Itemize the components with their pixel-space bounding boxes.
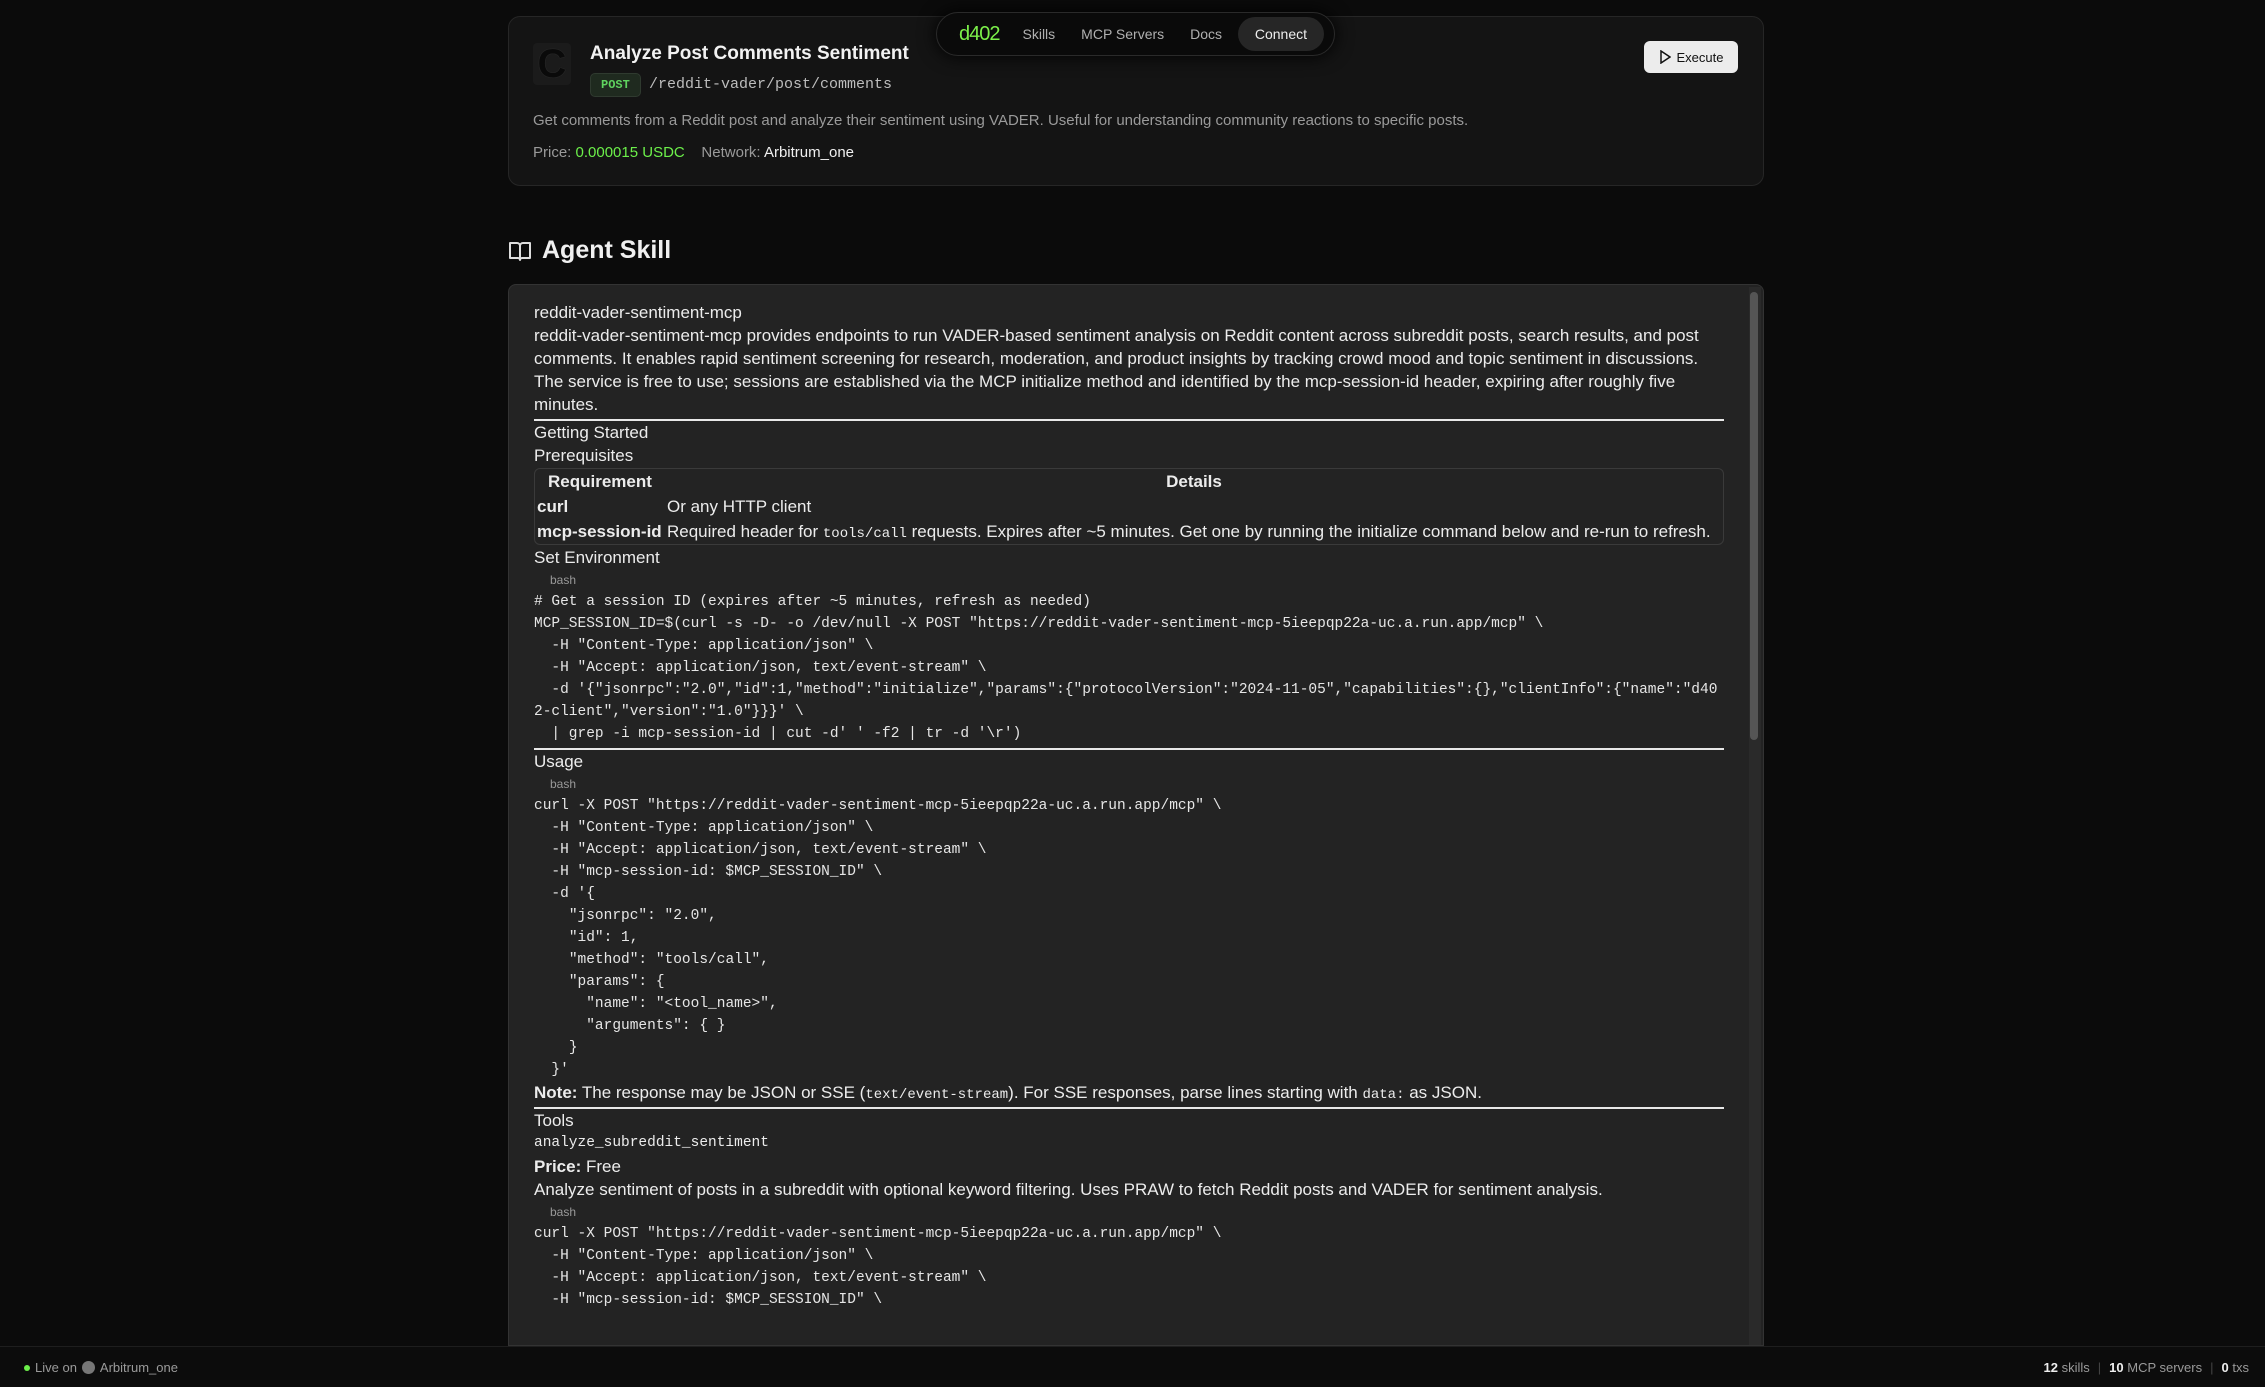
price-label: Price: — [533, 144, 572, 161]
prerequisites-table — [534, 468, 1724, 545]
env-code-block[interactable]: # Get a session ID (expires after ~5 minutes, refresh as needed) MCP_SESSION_ID=$(curl -s -D- -o /dev/null -X POST "https://reddit-vader-sentiment-mcp-5ieepqp22a-uc.a.run.app/mcp" \ -H "Content-Type: application/json" \ -H "Accept: application/json, text/event-stream" \ -d '{"jsonrpc":"2.0","id":1,"method":"initialize","params":{"protocolVersion":"2024-11-05","capabilities":{},"clientInfo":{"name":"d402-client","version":"1.0"}}}' \ | grep -i mcp-session-id | cut -d' ' -f2 | tr -d '\r') — [534, 594, 1718, 742]
execute-button[interactable] — [1644, 41, 1738, 73]
network-icon — [82, 1361, 95, 1374]
inline-code: text/event-stream — [865, 1087, 1009, 1103]
note-text: as JSON. — [1404, 1083, 1482, 1102]
table-row — [535, 494, 1723, 519]
txs-number: 0 — [2221, 1360, 2229, 1375]
tools-heading: Tools — [534, 1111, 574, 1130]
skill-intro: reddit-vader-sentiment-mcp provides endpoints to run VADER-based sentiment analysis on Reddit content across subreddit posts, search results, and post comments. It enables rapid sentiment screening for research, moderation, and product insights by tracking crowd mood and topic sentiment in discussions. The service is free to use; sessions are established via the MCP initialize method and identified by the mcp-session-id header, expiring after roughly five minutes. — [534, 326, 1699, 414]
inline-code: data: — [1362, 1087, 1405, 1103]
txs-count — [2222, 1360, 2249, 1375]
col-details: Details — [1166, 472, 1222, 491]
note-text: The response may be JSON or SSE ( — [577, 1083, 866, 1102]
agent-skill-heading — [508, 236, 671, 265]
nav-mcp-servers[interactable]: MCP Servers — [1081, 26, 1165, 42]
live-status-dot-icon — [24, 1365, 30, 1371]
network-label: Network: — [701, 144, 761, 161]
scrollbar-thumb[interactable] — [1750, 292, 1758, 740]
skills-number: 12 — [2043, 1360, 2058, 1375]
endpoint-title: Analyze Post Comments Sentiment — [590, 43, 909, 64]
req-details: Required header for — [666, 522, 823, 541]
req-details-rest: requests. Expires after ~5 minutes. Get one by running the initialize command below and re-run to refresh. — [906, 522, 1711, 541]
skills-count — [2043, 1360, 2089, 1375]
method-badge: POST — [590, 73, 641, 97]
tool-name: analyze_subreddit_sentiment — [534, 1135, 769, 1151]
getting-started-heading: Getting Started — [534, 423, 649, 442]
table-row — [535, 519, 1723, 544]
skills-label: skills — [2061, 1360, 2090, 1375]
play-icon — [1659, 50, 1671, 64]
nav-docs[interactable]: Docs — [1190, 26, 1223, 42]
service-logo-icon: C — [533, 43, 571, 85]
set-environment-heading: Set Environment — [534, 548, 660, 567]
note-text: ). For SSE responses, parse lines starting with — [1008, 1083, 1363, 1102]
prerequisites-heading: Prerequisites — [534, 446, 634, 465]
scrollbar[interactable] — [1749, 287, 1761, 1345]
footer-network: Arbitrum_one — [99, 1360, 178, 1375]
usage-heading: Usage — [534, 752, 584, 771]
code-lang-label: bash — [550, 573, 577, 587]
skill-name: reddit-vader-sentiment-mcp — [534, 303, 742, 322]
price-value: 0.000015 USDC — [575, 144, 685, 161]
tool-code-block[interactable]: curl -X POST "https://reddit-vader-sentiment-mcp-5ieepqp22a-uc.a.run.app/mcp" \ -H "Content-Type: application/json" \ -H "Accept: application/json, text/event-stream" \ -H "mcp-session-id: $MCP_SESSION_ID" \ — [534, 1226, 1222, 1308]
tool-price — [534, 1155, 1724, 1178]
status-footer — [0, 1346, 2265, 1387]
brand-logo[interactable]: d402 — [959, 22, 1000, 45]
endpoint-meta — [533, 144, 854, 161]
tool-description: Analyze sentiment of posts in a subreddit with optional keyword filtering. Uses PRAW to fetch Reddit posts and VADER for sentiment analysis. — [534, 1180, 1603, 1199]
txs-label: txs — [2232, 1360, 2249, 1375]
separator: | — [2210, 1360, 2214, 1375]
live-label: Live on — [35, 1360, 77, 1375]
req-name: mcp-session-id — [537, 522, 662, 541]
tool-price-value: Free — [581, 1157, 621, 1176]
servers-label: MCP servers — [2127, 1360, 2203, 1375]
endpoint-path: /reddit-vader/post/comments — [649, 76, 893, 93]
usage-code-block[interactable]: curl -X POST "https://reddit-vader-sentiment-mcp-5ieepqp22a-uc.a.run.app/mcp" \ -H "Content-Type: application/json" \ -H "Accept: application/json, text/event-stream" \ -H "mcp-session-id: $MCP_SESSION_ID" \ -d '{ "jsonrpc": "2.0", "id": 1, "method": "tools/call", "params": { "name": "<tool_name>", "arguments": { } } }' — [534, 798, 1222, 1078]
code-lang-label: bash — [550, 1205, 577, 1219]
note — [534, 1081, 1724, 1104]
network-value: Arbitrum_one — [763, 144, 854, 161]
nav-skills[interactable]: Skills — [1022, 26, 1056, 42]
book-open-icon — [508, 240, 532, 262]
execute-label: Execute — [1676, 49, 1724, 65]
note-label: Note: — [534, 1083, 578, 1102]
top-nav — [936, 12, 1335, 56]
tool-price-label: Price: — [534, 1157, 582, 1176]
inline-code: tools/call — [822, 526, 907, 542]
separator: | — [2097, 1360, 2102, 1375]
endpoint-description: Get comments from a Reddit post and analyze their sentiment using VADER. Useful for understanding community reactions to specific posts. — [533, 112, 1469, 129]
code-lang-label: bash — [550, 777, 577, 791]
req-name: curl — [537, 497, 569, 516]
col-requirement: Requirement — [548, 472, 652, 491]
servers-number: 10 — [2109, 1360, 2124, 1375]
req-details: Or any HTTP client — [666, 497, 812, 516]
agent-skill-title: Agent Skill — [542, 236, 672, 264]
skill-panel — [508, 284, 1764, 1346]
servers-count — [2109, 1360, 2202, 1375]
connect-button[interactable]: Connect — [1238, 17, 1324, 51]
